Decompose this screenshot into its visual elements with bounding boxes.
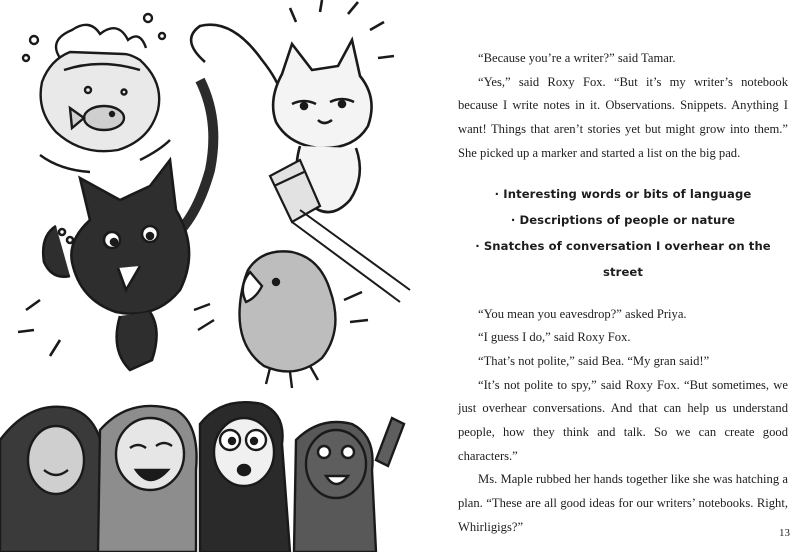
paragraph: “Because you’re a writer?” said Tamar.	[478, 51, 676, 65]
paragraph: “It’s not polite to spy,” said Roxy Fox. “But sometimes, we just overhear conversations. And that can help us understand people, how they think and talk. So we can create good characters.”	[458, 377, 788, 463]
list-item: · Interesting words or bits of language	[494, 186, 752, 201]
text-page	[430, 0, 810, 552]
list-item: · Snatches of conversation I overhear on the street	[475, 238, 771, 279]
parrot-icon	[194, 251, 368, 388]
text-block	[458, 47, 788, 540]
list-item: · Descriptions of people or nature	[510, 212, 736, 227]
paragraph: “That’s not polite,” said Bea. “My gran said!”	[478, 353, 710, 368]
paragraph: “Yes,” said Roxy Fox. “But it’s my writer’s notebook because I write notes in it. Observations. Snippets. Anything I want! Things that aren’t stories yet but might grow into them.” She picked up a marker and started a list on the big pad.	[458, 74, 788, 160]
paragraph: Ms. Maple rubbed her hands together like she was hatching a plan. “These are all good ideas for our writers’ notebooks. Right, Whirligigs?”	[458, 472, 788, 534]
children-group-icon	[0, 402, 404, 552]
page-number: 13	[779, 527, 790, 539]
notebook-list	[458, 181, 788, 285]
paragraph: “I guess I do,” said Roxy Fox.	[478, 330, 631, 345]
paragraph: “You mean you eavesdrop?” asked Priya.	[478, 306, 687, 321]
fishbowl-icon	[23, 14, 170, 172]
